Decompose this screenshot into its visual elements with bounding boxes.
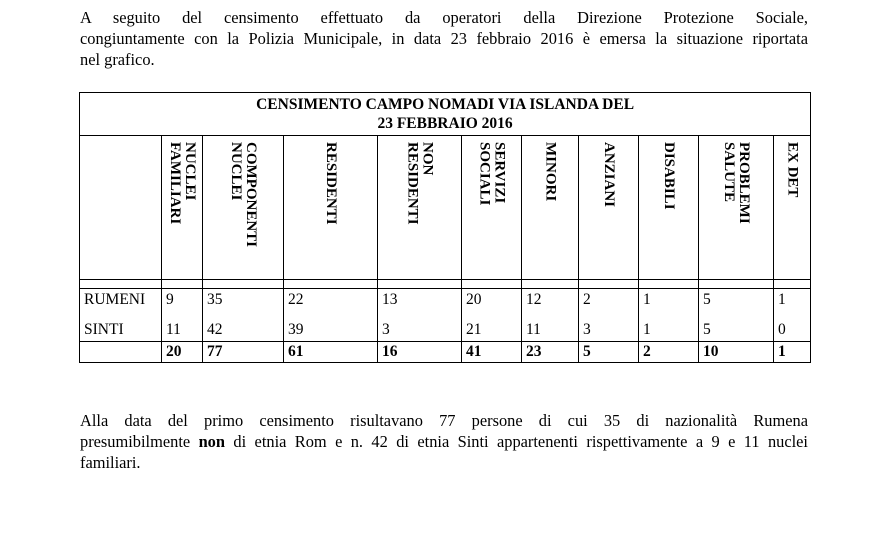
spacer-cell — [522, 280, 579, 289]
column-header-cell — [284, 136, 378, 280]
spacer-cell — [162, 311, 203, 319]
column-header-cell — [162, 136, 203, 280]
spacer-cell — [378, 280, 462, 289]
spacer-cell — [522, 311, 579, 319]
column-header: COMPONENTI NUCLEI — [228, 142, 259, 247]
table-cell: 20 — [462, 289, 522, 312]
spacer-cell — [774, 280, 811, 289]
table-cell: 2 — [579, 289, 639, 312]
table-title — [80, 93, 811, 136]
intro-line-3: nel grafico. — [80, 50, 155, 69]
outro-bold-non: non — [198, 432, 225, 451]
spacer-cell — [284, 280, 378, 289]
column-header-cell — [522, 136, 579, 280]
intro-line-1: A seguito del censimento effettuato da operatori della Direzione Protezione Sociale, — [80, 8, 808, 27]
spacer-cell — [462, 311, 522, 319]
total-cell: 61 — [284, 342, 378, 363]
header-empty-cell — [80, 136, 162, 280]
table-cell: 0 — [774, 319, 811, 342]
total-cell: 10 — [699, 342, 774, 363]
spacer-cell — [639, 311, 699, 319]
column-header: PROBLEMI SALUTE — [721, 142, 752, 224]
table-cell: 12 — [522, 289, 579, 312]
total-cell: 77 — [203, 342, 284, 363]
column-header-cell — [699, 136, 774, 280]
intro-line-2: congiuntamente con la Polizia Municipale, in data 23 febbraio 2016 è emersa la situazione riportata — [80, 29, 808, 48]
column-header-cell — [639, 136, 699, 280]
census-table — [79, 92, 811, 363]
column-header: ANZIANI — [601, 142, 617, 208]
spacer-cell — [699, 311, 774, 319]
table-cell: 1 — [774, 289, 811, 312]
spacer-row — [80, 280, 811, 289]
outro-line-2 — [80, 431, 808, 452]
column-header: DISABILI — [661, 142, 677, 210]
table-cell: 5 — [699, 289, 774, 312]
spacer-cell — [579, 311, 639, 319]
table-cell: 3 — [378, 319, 462, 342]
outro-line-2-end: di etnia Rom e n. 42 di etnia Sinti appartenenti rispettivamente a 9 e 11 nuclei — [225, 432, 808, 451]
spacer-cell — [378, 311, 462, 319]
column-header-cell — [579, 136, 639, 280]
outro-line-3: familiari. — [80, 453, 141, 472]
table-cell: 21 — [462, 319, 522, 342]
total-cell: 23 — [522, 342, 579, 363]
column-header-cell — [462, 136, 522, 280]
table-cell: 1 — [639, 289, 699, 312]
total-cell: 2 — [639, 342, 699, 363]
spacer-cell — [80, 280, 162, 289]
table-cell: 22 — [284, 289, 378, 312]
table-row-sinti — [80, 319, 811, 342]
total-cell: 16 — [378, 342, 462, 363]
table-cell: 11 — [162, 319, 203, 342]
table-cell: 39 — [284, 319, 378, 342]
spacer-row — [80, 311, 811, 319]
column-header-cell — [203, 136, 284, 280]
spacer-cell — [284, 311, 378, 319]
header-row — [80, 136, 811, 280]
table-cell: 11 — [522, 319, 579, 342]
spacer-cell — [579, 280, 639, 289]
row-label: RUMENI — [80, 289, 162, 312]
table-cell: 1 — [639, 319, 699, 342]
table-title-line-2: 23 FEBBRAIO 2016 — [377, 115, 513, 132]
outro-line-2-start: presumibilmente — [80, 432, 199, 451]
outro-line-1: Alla data del primo censimento risultavano 77 persone di cui 35 di nazionalità Rumena — [80, 411, 808, 430]
row-label: SINTI — [80, 319, 162, 342]
column-header: MINORI — [542, 142, 559, 202]
spacer-cell — [203, 311, 284, 319]
total-cell: 5 — [579, 342, 639, 363]
column-header: NON RESIDENTI — [404, 142, 436, 225]
outro-paragraph — [80, 410, 808, 473]
spacer-cell — [699, 280, 774, 289]
table-cell: 35 — [203, 289, 284, 312]
column-header: SERVIZI SOCIALI — [476, 142, 508, 206]
table-cell: 9 — [162, 289, 203, 312]
total-cell: 20 — [162, 342, 203, 363]
intro-paragraph — [80, 7, 808, 70]
table-cell: 42 — [203, 319, 284, 342]
spacer-cell — [80, 311, 162, 319]
column-header-cell — [378, 136, 462, 280]
total-cell: 1 — [774, 342, 811, 363]
spacer-cell — [203, 280, 284, 289]
spacer-cell — [774, 311, 811, 319]
spacer-cell — [162, 280, 203, 289]
table-title-line-1: CENSIMENTO CAMPO NOMADI VIA ISLANDA DEL — [256, 96, 635, 113]
spacer-cell — [462, 280, 522, 289]
table-cell: 5 — [699, 319, 774, 342]
column-header-cell — [774, 136, 811, 280]
table-cell: 3 — [579, 319, 639, 342]
column-header: EX DET — [784, 142, 801, 198]
totals-label-cell — [80, 342, 162, 363]
table-cell: 13 — [378, 289, 462, 312]
totals-row — [80, 342, 811, 363]
column-header: NUCLEI FAMILIARI — [167, 142, 198, 225]
table-row-rumeni — [80, 289, 811, 312]
spacer-cell — [639, 280, 699, 289]
column-header: RESIDENTI — [323, 142, 339, 225]
total-cell: 41 — [462, 342, 522, 363]
